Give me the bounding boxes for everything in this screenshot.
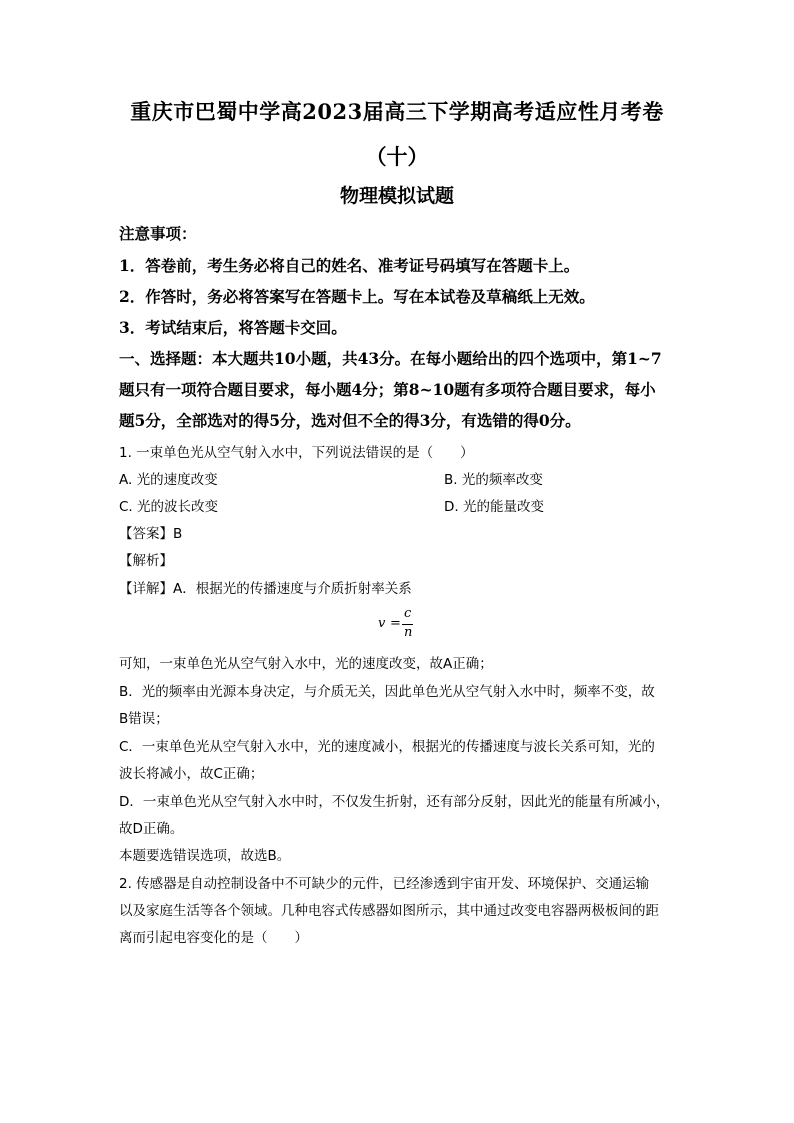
question-2-stem-line-3: 离而引起电容变化的是（ ） bbox=[119, 930, 308, 946]
formula-numerator: c bbox=[404, 606, 412, 621]
explanation-line-8: 本题要选错误选项，故选B。 bbox=[119, 848, 291, 864]
question-1-option-d: D. 光的能量改变 bbox=[444, 499, 544, 515]
explanation-line-3: B错误； bbox=[119, 711, 169, 727]
formula-lhs: v bbox=[378, 616, 386, 631]
question-2-stem-line-2: 以及家庭生活等各个领域。几种电容式传感器如图所示，其中通过改变电容器两极板间的距 bbox=[119, 903, 659, 919]
explanation-line-1: 可知，一束单色光从空气射入水中，光的速度改变，故A正确； bbox=[119, 656, 493, 672]
velocity-formula bbox=[378, 606, 418, 642]
section-instructions-line-2: 题只有一项符合题目要求，每小题4分；第8~10题有多项符合题目要求，每小 bbox=[119, 380, 656, 399]
question-1-detail-intro: 【详解】A．根据光的传播速度与介质折射率关系 bbox=[119, 581, 412, 597]
note-item-1: 1．答卷前，考生务必将自己的姓名、准考证号码填写在答题卡上。 bbox=[119, 256, 580, 275]
explanation-line-2: B．光的频率由光源本身决定，与介质无关，因此单色光从空气射入水中时，频率不变，故 bbox=[119, 684, 655, 700]
note-item-2: 2．作答时，务必将答案写在答题卡上。写在本试卷及草稿纸上无效。 bbox=[119, 287, 595, 306]
question-2-stem-line-1: 2. 传感器是自动控制设备中不可缺少的元件，已经渗透到宇宙开发、环境保护、交通运输 bbox=[119, 876, 650, 892]
question-1-option-a: A. 光的速度改变 bbox=[119, 472, 218, 488]
formula-denominator: n bbox=[404, 625, 413, 640]
exam-subject: 物理模拟试题 bbox=[339, 185, 454, 207]
exam-title-number: （十） bbox=[365, 144, 429, 169]
notes-heading: 注意事项： bbox=[119, 224, 197, 243]
question-1-option-b: B. 光的频率改变 bbox=[444, 472, 543, 488]
explanation-line-6: D．一束单色光从空气射入水中时，不仅发生折射，还有部分反射，因此光的能量有所减小， bbox=[119, 794, 670, 810]
section-instructions-line-1: 一、选择题：本大题共10小题，共43分。在每小题给出的四个选项中，第1~7 bbox=[119, 349, 662, 368]
note-item-3: 3．考试结束后，将答题卡交回。 bbox=[119, 318, 347, 337]
formula-equals: = bbox=[390, 616, 401, 631]
question-1-answer: 【答案】B bbox=[119, 526, 183, 542]
question-1-stem: 1. 一束单色光从空气射入水中，下列说法错误的是（ ） bbox=[119, 445, 474, 461]
explanation-line-4: C．一束单色光从空气射入水中，光的速度减小，根据光的传播速度与波长关系可知，光的 bbox=[119, 739, 655, 755]
question-1-option-c: C. 光的波长改变 bbox=[119, 499, 219, 515]
exam-title: 重庆市巴蜀中学高2023届高三下学期高考适应性月考卷 bbox=[130, 99, 664, 124]
explanation-line-5: 波长将减小，故C正确； bbox=[119, 766, 264, 782]
section-instructions-line-3: 题5分，全部选对的得5分，选对但不全的得3分，有选错的得0分。 bbox=[119, 411, 581, 430]
question-1-analysis-label: 【解析】 bbox=[119, 553, 173, 569]
explanation-line-7: 故D正确。 bbox=[119, 821, 184, 837]
